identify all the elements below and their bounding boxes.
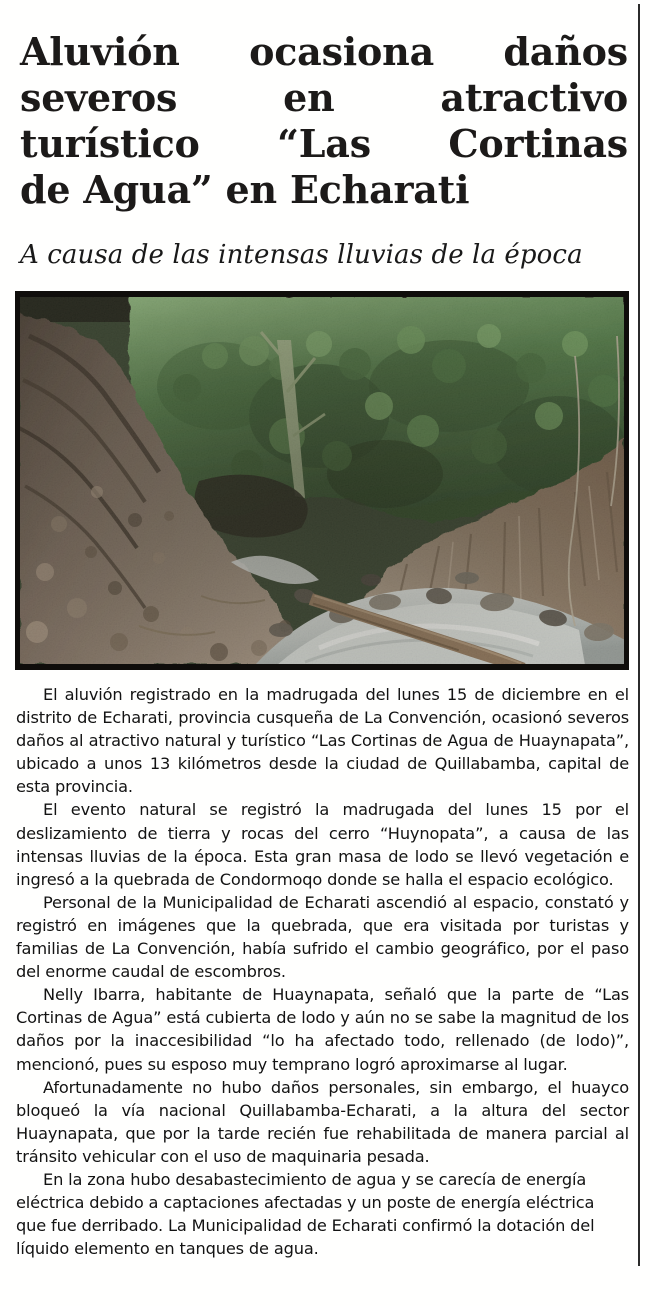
landslide-photo-illustration: [19, 296, 625, 665]
headline-word: “Las: [277, 121, 371, 167]
headline-word: Echarati: [289, 167, 470, 213]
article-paragraph: En la zona hubo desabastecimiento de agua y se carecía de energía eléctrica debido a captaciones afectadas y un poste de energía eléctrica que fue derribado. La Municipalidad de Echarati confirmó la dotación del líquido elemento en tanques de agua.: [16, 1169, 595, 1259]
headline-word: daños: [503, 29, 628, 75]
headline-word: atractivo: [440, 75, 628, 121]
headline-line-4: [20, 167, 628, 213]
article-photo: [19, 296, 625, 665]
article-paragraph: El evento natural se registró la madrugada del lunes 15 por el deslizamiento de tierra y rocas del cerro “Huynopata”, a causa de las intensas lluvias de la época. Esta gran masa de lodo se llevó vegetación e ingresó a la quebrada de Condormoqo donde se halla el espacio ecológico.: [16, 800, 629, 889]
article-photo-frame: [15, 291, 629, 670]
headline-word: Aluvión: [20, 29, 180, 75]
headline-line-1: [20, 29, 628, 75]
headline-word: severos: [20, 75, 178, 121]
headline-word: en: [283, 75, 335, 121]
headline-word: turístico: [20, 121, 200, 167]
headline-line-3: [20, 121, 628, 167]
article-headline: [20, 29, 628, 213]
article-deck: A causa de las intensas lluvias de la época: [20, 240, 583, 270]
headline-word: de: [20, 167, 71, 213]
article-body: [16, 683, 629, 1260]
headline-word: en: [225, 167, 277, 213]
article-paragraph: Afortunadamente no hubo daños personales, sin embargo, el huayco bloqueó la vía nacional Quillabamba-Echarati, a la altura del sector Huaynapata, que por la tarde recién fue rehabilitada de manera parcial al tránsito vehicular con el uso de maquinaria pesada.: [16, 1077, 629, 1166]
headline-word: ocasiona: [249, 29, 434, 75]
headline-word: Cortinas: [448, 121, 628, 167]
headline-word: Agua”: [83, 167, 213, 213]
article-paragraph: El aluvión registrado en la madrugada del lunes 15 de diciembre en el distrito de Echarati, provincia cusqueña de La Convención, ocasionó severos daños al atractivo natural y turístico “Las Cortinas de Agua de Huaynapata”, ubicado a unos 13 kilómetros desde la ciudad de Quillabamba, capital de esta provincia.: [16, 685, 629, 797]
article-paragraph: Personal de la Municipalidad de Echarati ascendió al espacio, constató y registró en imágenes que la quebrada, que era visitada por turistas y familias de La Convención, había sufrido el cambio geográfico, por el paso del enorme caudal de escombros.: [16, 892, 629, 982]
article-paragraph: Nelly Ibarra, habitante de Huaynapata, señaló que la parte de “Las Cortinas de Agua” está cubierta de lodo y aún no se sabe la magnitud de los daños por la inaccesibilidad “lo ha afectado todo, rellenado (de lodo)”, mencionó, pues su esposo muy temprano logró aproximarse al lugar.: [16, 985, 629, 1074]
column-rule-divider: [638, 4, 640, 1266]
headline-line-2: [20, 75, 628, 121]
